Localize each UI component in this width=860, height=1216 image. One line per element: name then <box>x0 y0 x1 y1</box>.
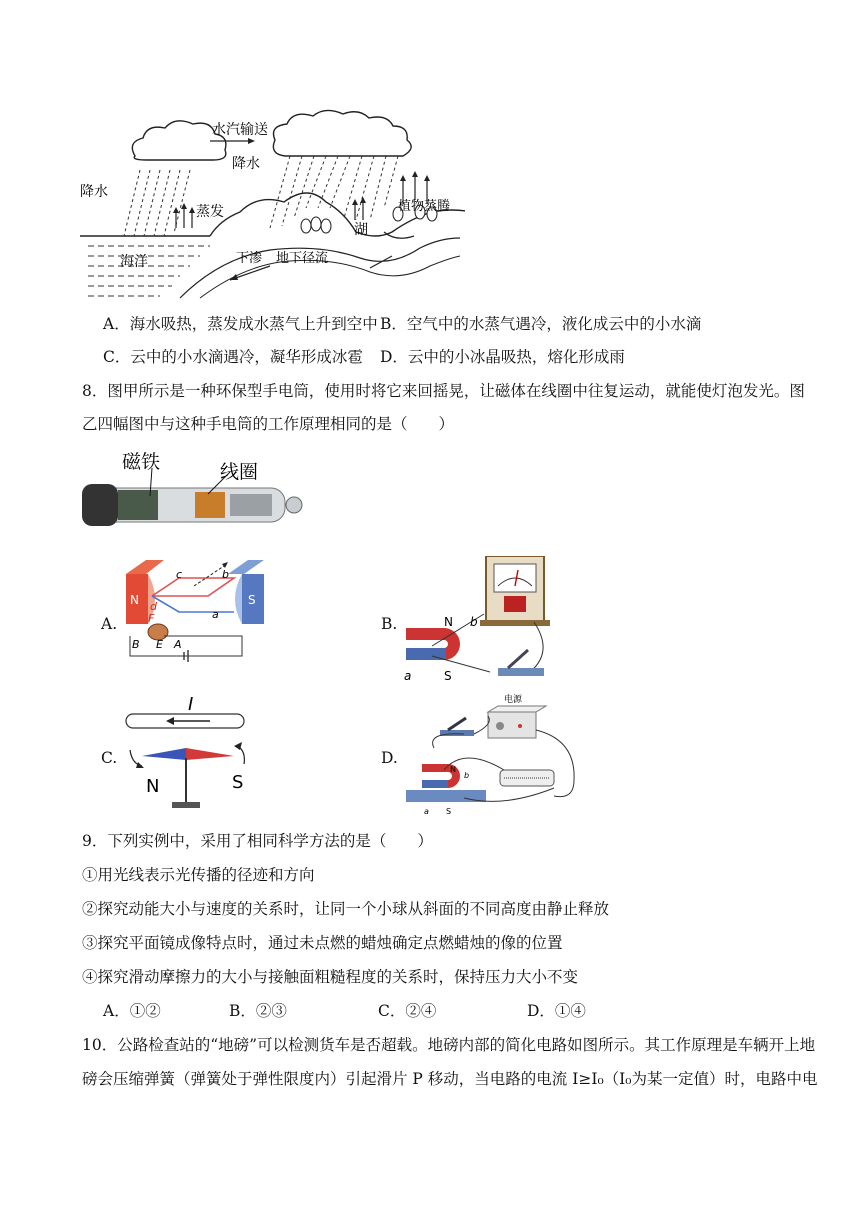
fig-b-label-a: a <box>404 669 412 683</box>
q9-item-2: ②探究动能大小与速度的关系时，让同一个小球从斜面的不同高度由静止释放 <box>82 900 610 918</box>
fig-a-label-b: b <box>222 568 229 581</box>
fig-b-label-s: S <box>444 669 452 683</box>
flashlight-coil-label: 线圈 <box>220 461 259 483</box>
fig-a-label-a: a <box>212 608 219 621</box>
fig-a-label-A: A <box>174 638 182 651</box>
label-ocean: 海洋 <box>120 254 148 270</box>
fig-b-label-n: N <box>444 615 453 629</box>
q7-option-a: A．海水吸热，蒸发成水蒸气上升到空中 <box>103 315 378 333</box>
water-cycle-diagram <box>80 108 465 300</box>
flashlight-magnet-label: 磁铁 <box>122 451 161 473</box>
fig-a-label-B: B <box>132 638 140 651</box>
option-a-figure <box>124 556 284 676</box>
q8-option-c: C. <box>101 749 118 767</box>
q7-option-d: D．云中的小冰晶吸热，熔化形成雨 <box>380 348 625 366</box>
fig-d-label-power: 电源 <box>504 695 523 705</box>
q9-item-3: ③探究平面镜成像特点时，通过未点燃的蜡烛确定点燃蜡烛的像的位置 <box>82 934 563 952</box>
rain-right <box>270 156 398 228</box>
q10-stem-line1: 10．公路检查站的“地磅”可以检测货车是否超载。地磅内部的简化电路如图所示。其工作原理是车辆开上地 <box>82 1036 816 1054</box>
option-b-figure <box>404 556 574 688</box>
q9-stem: 9．下列实例中，采用了相同科学方法的是（ ） <box>82 832 433 850</box>
option-d-figure <box>404 690 590 822</box>
label-precip-left: 降水 <box>80 184 108 200</box>
q9-option-a: A．①② <box>103 1002 161 1020</box>
label-evaporation: 蒸发 <box>196 204 224 220</box>
fig-d-label-a: a <box>424 807 429 816</box>
sea-waves <box>88 246 210 296</box>
label-lake: 湖 <box>354 222 368 238</box>
q8-option-b: B. <box>381 615 398 633</box>
q7-option-b: B．空气中的水蒸气遇冷，液化成云中的小水滴 <box>380 315 702 333</box>
fig-d-label-b: b <box>464 771 470 780</box>
fig-c-label-s: S <box>232 772 244 793</box>
fig-a-label-E: E <box>156 638 163 651</box>
fig-d-label-s: S <box>446 807 452 816</box>
fig-a-label-s: S <box>248 593 256 607</box>
fig-c-label-n: N <box>146 776 160 797</box>
cloud-right <box>273 110 411 156</box>
rain-left <box>124 170 190 236</box>
label-transport: 水汽输送 <box>212 122 268 138</box>
flashlight-figure <box>80 448 308 538</box>
label-infiltration: 下渗 <box>236 251 263 266</box>
q9-option-d: D．①④ <box>527 1002 586 1020</box>
fig-d-label-n: N <box>450 765 456 774</box>
q8-stem-line2: 乙四幅图中与这种手电筒的工作原理相同的是（ ） <box>82 415 455 433</box>
q7-option-c: C．云中的小水滴遇冷，凝华形成冰雹 <box>103 348 363 366</box>
q9-option-c: C．②④ <box>378 1002 437 1020</box>
fig-b-label-b: b <box>470 615 478 629</box>
q10-stem-line2: 磅会压缩弹簧（弹簧处于弹性限度内）引起滑片 P 移动，当电路的电流 I≥I₀（I₀为某一定值）时，电路中电 <box>82 1070 818 1088</box>
q8-option-d: D. <box>381 749 398 767</box>
option-c-figure <box>110 696 260 820</box>
q9-option-b: B．②③ <box>229 1002 287 1020</box>
label-groundwater: 地下径流 <box>276 251 329 266</box>
fig-a-label-n: N <box>130 593 139 607</box>
label-precip-mid: 降水 <box>232 156 260 172</box>
fig-a-label-c: c <box>176 568 183 581</box>
q8-option-a: A. <box>101 615 118 633</box>
q8-stem-line1: 8．图甲所示是一种环保型手电筒，使用时将它来回摇晃，让磁体在线圈中往复运动，就能使灯泡发光。图 <box>82 382 805 400</box>
q9-item-1: ①用光线表示光传播的径迹和方向 <box>82 866 315 884</box>
fig-a-label-f: F <box>148 612 155 625</box>
fig-c-label-current: I <box>188 696 194 715</box>
q9-item-4: ④探究滑动摩擦力的大小与接触面粗糙程度的关系时，保持压力大小不变 <box>82 968 579 986</box>
evaporation-arrows <box>176 176 427 228</box>
fig-a-label-d: d <box>150 600 157 613</box>
label-transpiration: 植物蒸腾 <box>398 199 451 214</box>
